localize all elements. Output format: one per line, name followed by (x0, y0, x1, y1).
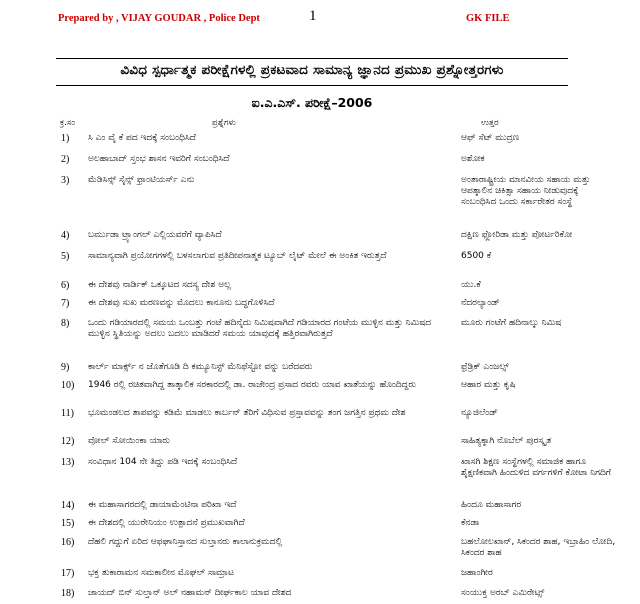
row-question: ಭೂಮಂಡಲದ ತಾಪವನ್ನು ಕಡಿಮೆ ಮಾಡಲು ಕಾರ್ಬನ್ ತೆರಿಗೆ ವಿಧಿಸುವ ಪ್ರಸ್ತಾವವನ್ನು ತಂಗ ಜಗತ್ತಿನ ಪ್ರಥಮ ದೇಶ (88, 408, 406, 418)
row-number: 10) (61, 380, 75, 391)
row-question: ಸಿ ಎಂ ವೈ ಕೆ ಪದ ಇದಕ್ಕೆ ಸಂಬಂಧಿಸಿದೆ (88, 133, 196, 143)
row-answer: ಯು.ಕೆ (461, 280, 481, 290)
row-answer: ಅಂತಾರಾಷ್ಟ್ರೀಯ ಮಾನವೀಯ ಸಹಾಯ ಮತ್ತು ಆಪತ್ಕಾಲಿನ ಚಿಕಿತ್ಸಾ ಸಹಾಯ ನೀಡುವುದಕ್ಕೆ ಸಂಬಂಧಿಸಿದ ಒಂದು ಸರ್ಕಾರೇತರ ಸಂಸ್ಥೆ (461, 175, 591, 208)
row-number: 4) (61, 230, 70, 241)
row-answer: ಸಾಹಿತ್ಯಕ್ಕಾಗಿ ನೊಬೆಲ್ ಪುರಸ್ಕೃತ (461, 436, 552, 446)
column-question-header: ಪ್ರಶ್ನೆಗಳು (212, 118, 236, 128)
row-number: 5) (61, 251, 70, 262)
row-question: ಭಕ್ತ ತುಕಾರಾಮನ ಸಮಕಾಲೀನ ಮೊಘಲ್ ಸಾಮ್ರಾಟ (88, 568, 235, 578)
row-number: 15) (61, 518, 75, 529)
row-answer: ಬಹಲೋಲಖಾನ್, ಸಿಕಂದರ ಶಾಹ, ಇಬ್ರಾಹಿಂ ಲೋದಿ, ಸಿಕಂದರ ಶಾಹ (461, 537, 616, 559)
page-header (0, 0, 640, 50)
row-answer: ಫ್ರೆಡ್ರಿಕ್ ಎಂಜಲ್ಸ್ (461, 362, 509, 372)
row-number: 3) (61, 175, 70, 186)
row-question: ಈ ದೇಶವು ಸುಖ ಮರಣವನ್ನು ಮೊದಲು ಕಾನೂನು ಬದ್ಧಗೊಳಿಸಿದೆ (88, 298, 275, 308)
row-question: ದೆಹಲಿ ಗದ್ದುಗೆ ಏರಿದ ಆಫಘಾನಿಸ್ತಾನದ ಸುಲ್ತಾನರು ಕಾಲಾನುಕ್ರಮದಲ್ಲಿ (88, 537, 283, 547)
row-number: 2) (61, 154, 70, 165)
row-answer: ಮೂರು ಗಂಟೆಗೆ ಹದಿನಾಲ್ಕು ನಿಮಿಷ (461, 318, 562, 328)
column-serial-header: ಕ್ರ.ಸಂ (60, 118, 76, 128)
row-number: 14) (61, 500, 75, 511)
row-answer: ನ್ಯೂಜಿಲೆಂಡ್ (461, 408, 498, 418)
row-question: ಈ ದೇಶದಲ್ಲಿ ಯುರೇನಿಯಂ ಉತ್ಪಾದನೆ ಪ್ರಮುಖವಾಗಿದೆ (88, 518, 245, 528)
row-number: 13) (61, 457, 75, 468)
page-number: 1 (309, 8, 317, 24)
row-number: 17) (61, 568, 75, 579)
row-number: 7) (61, 298, 70, 309)
row-number: 6) (61, 280, 70, 291)
title-rule-bottom (56, 85, 568, 86)
row-number: 18) (61, 588, 75, 599)
row-question: ಈ ಮಹಾಸಾಗರದಲ್ಲಿ ಡಾಯಾಮೆಂಟಿನಾ ಪರಿಖಾ ಇದೆ (88, 500, 237, 510)
row-answer: ಆಹಾರ ಮತ್ತು ಕೃಷಿ (461, 380, 516, 390)
row-answer: ಕೆನಡಾ (461, 518, 480, 528)
row-answer: ಜಹಾಂಗೀರ (461, 568, 493, 578)
row-answer: ನೆದರಲ್ಯಾಂಡ್ (461, 298, 500, 308)
row-answer: ಸಂಯುಕ್ತ ಅರಬ್ ಎಮಿರೇಟ್ಸ್ (461, 588, 545, 598)
row-question: ಸಂವಿಧಾನ 104 ನೇ ತಿದ್ದು ಪಡಿ ಇದಕ್ಕೆ ಸಂಬಂಧಿಸಿದೆ (88, 457, 238, 467)
row-answer: ಅಶೋಕ (461, 154, 485, 164)
row-question: 1946 ರಲ್ಲಿ ರಚಿತವಾಗಿದ್ದ ತಾತ್ಕಾಲಿಕ ಸರಕಾರದಲ್ಲಿ ಡಾ. ರಾಜೇಂದ್ರ ಪ್ರಸಾದ ರವರು ಯಾವ ಖಾತೆಯನ್ನು ಹೊಂದಿದ್ದರು (88, 380, 416, 390)
row-question: ವೋಲ್ ಸೋಯಿಂಕಾ ಯಾರು (88, 436, 170, 446)
title-rule-top (56, 58, 568, 59)
row-answer: ಖಾಸಗಿ ಶಿಕ್ಷಣ ಸಂಸ್ಥೆಗಳಲ್ಲಿ ಸಮಾಜಿಕ ಹಾಗೂ ಶೈಕ್ಷಣಿಕವಾಗಿ ಹಿಂದುಳಿದ ವರ್ಗಗಳಿಗೆ ಕೋಟಾ ನಿಗದಿಗೆ (461, 457, 612, 479)
row-number: 11) (61, 408, 74, 419)
row-answer: ಆಫ್ ಸೆಟ್ ಮುದ್ರಣ (461, 133, 520, 143)
row-question: ಅಲಹಾಬಾದ್ ಸ್ತಂಭ ಶಾಸನ ಇವರಿಗೆ ಸಂಬಂಧಿಸಿದೆ (88, 154, 230, 164)
row-question: ಬರ್ಮುಡಾ ಟ್ರ್ಯಾಂಗಲ್ ಎಲ್ಲಿಯವರೆಗೆ ವ್ಯಾಪಿಸಿದೆ (88, 230, 222, 240)
row-number: 1) (61, 133, 70, 144)
row-question: ಸಾಮಾನ್ಯವಾಗಿ ಪ್ರಯೋಗಗಳಲ್ಲಿ ಬಳಸಲಾಗುವ ಪ್ರತಿದೀಪನಾತ್ಮಕ ಟ್ಯೂಬ್ ಲೈಟ್ ಮೇಲೆ ಈ ಅಂಕಿತ ಇರುತ್ತದೆ (88, 251, 387, 261)
row-answer: ದಕ್ಷಿಣ ಫ್ಲೋರಿಡಾ ಮತ್ತು ಪೋರ್ಟರಿಕೋ (461, 230, 573, 240)
file-label: GK FILE (466, 13, 510, 24)
row-answer: 6500 ಕೆ (461, 251, 492, 261)
row-number: 16) (61, 537, 75, 548)
row-number: 8) (61, 318, 70, 329)
document-title: ವಿವಿಧ ಸ್ಪರ್ಧಾತ್ಮಕ ಪರೀಕ್ಷೆಗಳಲ್ಲಿ ಪ್ರಕಟವಾದ ಸಾಮಾನ್ಯ ಜ್ಞಾನದ ಪ್ರಮುಖ ಪ್ರಶ್ನೋತ್ತರಗಳು (120, 62, 504, 78)
row-question: ಈ ದೇಶವು ನಾರ್ಡಿಕ್ ಒಕ್ಕೂಟದ ಸದಸ್ಯ ದೇಶ ಅಲ್ಲ (88, 280, 232, 290)
row-question: ಕಾರ್ಲ್ ಮಾರ್ಕ್ಸ್ ನ ಜೊತೆಗೂಡಿ ದಿ ಕಮ್ಯೂನಿಸ್ಟ್ ಮೆನಿಫೆಸ್ಟೋ ವನ್ನು ಬರೆದವರು (88, 362, 313, 372)
row-question: ಜಾಯದ್ ಬಿನ್ ಸುಲ್ತಾನ್ ಅಲ್ ನಹಾಮನ್ ದೀರ್ಘಕಾಲ ಯಾವ ದೇಶದ (88, 588, 292, 598)
column-answer-header: ಉತ್ತರ (481, 118, 499, 128)
prepared-by-label: Prepared by , VIJAY GOUDAR , Police Dept (58, 13, 260, 24)
row-answer: ಹಿಂದೂ ಮಹಾಸಾಗರ (461, 500, 522, 510)
row-question: ಒಂದು ಗಡಿಯಾರದಲ್ಲಿ ಸಮಯ ಒಂಬತ್ತು ಗಂಟೆ ಹದಿನೈದು ನಿಮಿಷವಾಗಿದೆ ಗಡಿಯಾರದ ಗಂಟೆಯ ಮುಳ್ಳಿನ ಮತ್ತು ನಿಮಿಷದ ಮುಳ್ಳಿನ ಸ್ಥಿತಿಯನ್ನು ಅದಲು ಬದಲು ಮಾಡಿದರೆ ಸಮಯ ಯಾವುದಕ್ಕೆ ಹತ್ತಿರವಾಗಿರುತ್ತದೆ (88, 318, 432, 340)
row-question: ಮೆಡಿಸಿನ್ಸ್ ಸೈನ್ಸ್ ಫ್ರಾಂಟಿಯರ್ಸ್ ಎನು (88, 175, 195, 185)
row-number: 9) (61, 362, 70, 373)
exam-subtitle: ಐ.ಎ.ಎಸ್. ಪರೀಕ್ಷೆ–2006 (251, 95, 373, 110)
row-number: 12) (61, 436, 75, 447)
